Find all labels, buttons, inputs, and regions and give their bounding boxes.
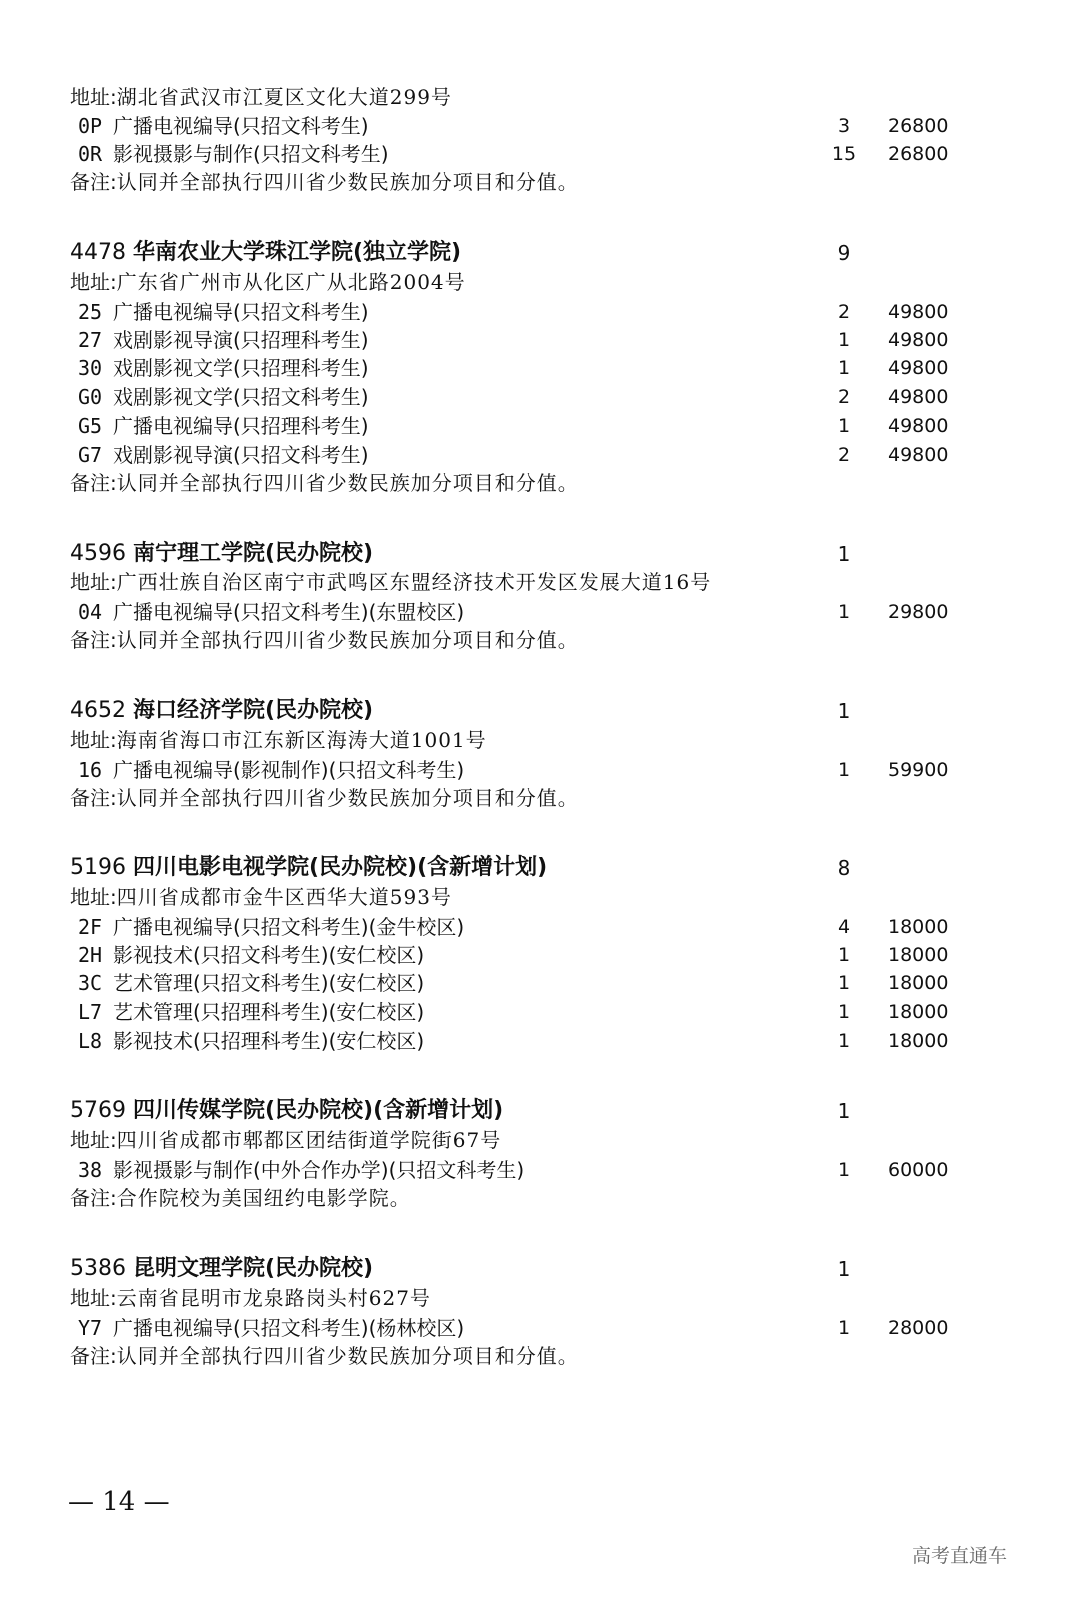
major-fee: 18000 (888, 916, 949, 938)
major-fee: 18000 (888, 972, 949, 994)
school-header (0, 850, 1080, 886)
major-row (0, 440, 1080, 470)
major-row (0, 325, 1080, 355)
note-text (70, 1183, 411, 1213)
major-code: 2F (78, 915, 103, 939)
note-line (0, 783, 1080, 813)
address-line (0, 1125, 1080, 1155)
major-fee: 49800 (888, 415, 949, 437)
major-fee: 26800 (888, 143, 949, 165)
major-name: 影视技术(只招文科考生)(安仁校区) (113, 943, 425, 967)
major-row (0, 353, 1080, 383)
note-line (0, 1183, 1080, 1213)
major-count: 1 (837, 329, 851, 351)
school-header (0, 1251, 1080, 1287)
major-count: 2 (837, 386, 851, 408)
major-code: 16 (78, 758, 103, 782)
major-fee: 49800 (888, 444, 949, 466)
school-total: 8 (837, 856, 851, 880)
address-label: 地址: (70, 270, 117, 294)
major-row (0, 912, 1080, 942)
major-code: 30 (78, 356, 103, 380)
note-label: 备注: (70, 170, 117, 194)
major-count: 4 (837, 916, 851, 938)
note-label: 备注: (70, 471, 117, 495)
major-fee: 59900 (888, 759, 949, 781)
address-text (70, 82, 452, 112)
address-line (0, 725, 1080, 755)
major-fee: 18000 (888, 1001, 949, 1023)
major-code: Y7 (78, 1316, 103, 1340)
school-header (0, 1093, 1080, 1129)
school-code: 5386 (70, 1256, 126, 1281)
school-name: 海口经济学院(民办院校) (133, 698, 374, 723)
address-value: 四川省成都市郫都区团结街道学院街67号 (116, 1128, 502, 1152)
school-code: 5769 (70, 1098, 126, 1123)
major-name: 广播电视编导(只招文科考生) (113, 114, 369, 138)
note-label: 备注: (70, 628, 117, 652)
address-label: 地址: (70, 1128, 117, 1152)
major-code: 38 (78, 1158, 103, 1182)
major-code: G7 (78, 443, 103, 467)
major-row (0, 1155, 1080, 1185)
major-fee: 18000 (888, 944, 949, 966)
note-value: 认同并全部执行四川省少数民族加分项目和分值。 (116, 786, 579, 810)
major-name: 影视摄影与制作(中外合作办学)(只招文科考生) (113, 1158, 525, 1182)
major-count: 2 (837, 444, 851, 466)
address-text (70, 267, 466, 297)
address-label: 地址: (70, 85, 117, 109)
major-code: G5 (78, 414, 103, 438)
major-row (0, 1313, 1080, 1343)
major-fee: 60000 (888, 1159, 949, 1181)
school-code: 4596 (70, 541, 126, 566)
major-code: L7 (78, 1000, 103, 1024)
address-text (70, 567, 711, 597)
school-total: 1 (837, 699, 851, 723)
major-count: 1 (837, 944, 851, 966)
address-value: 四川省成都市金牛区西华大道593号 (116, 885, 452, 909)
school-total: 1 (837, 1257, 851, 1281)
page-number: — 14 — (68, 1487, 170, 1517)
note-value: 认同并全部执行四川省少数民族加分项目和分值。 (116, 628, 579, 652)
major-count: 1 (837, 1317, 851, 1339)
school-code: 4652 (70, 698, 126, 723)
school-name: 四川电影电视学院(民办院校)(含新增计划) (133, 855, 548, 880)
major-fee: 18000 (888, 1030, 949, 1052)
major-row (0, 968, 1080, 998)
major-count: 1 (837, 1159, 851, 1181)
major-name: 广播电视编导(只招理科考生) (113, 414, 369, 438)
major-name: 广播电视编导(只招文科考生) (113, 300, 369, 324)
school-code: 5196 (70, 855, 126, 880)
note-label: 备注: (70, 786, 117, 810)
note-value: 认同并全部执行四川省少数民族加分项目和分值。 (116, 1344, 579, 1368)
address-value: 广西壮族自治区南宁市武鸣区东盟经济技术开发区发展大道16号 (116, 570, 712, 594)
school-total: 1 (837, 1099, 851, 1123)
address-text (70, 725, 487, 755)
major-name: 广播电视编导(只招文科考生)(金牛校区) (113, 915, 465, 939)
address-value: 云南省昆明市龙泉路岗头村627号 (116, 1286, 431, 1310)
major-code: G0 (78, 385, 103, 409)
major-fee: 28000 (888, 1317, 949, 1339)
address-value: 广东省广州市从化区广从北路2004号 (116, 270, 466, 294)
major-count: 1 (837, 972, 851, 994)
major-name: 影视技术(只招理科考生)(安仁校区) (113, 1029, 425, 1053)
note-value: 认同并全部执行四川省少数民族加分项目和分值。 (116, 170, 579, 194)
major-code: 0R (78, 142, 103, 166)
school-code: 4478 (70, 240, 126, 265)
major-row (0, 755, 1080, 785)
major-count: 1 (837, 601, 851, 623)
major-name: 艺术管理(只招文科考生)(安仁校区) (113, 971, 425, 995)
major-count: 1 (837, 415, 851, 437)
address-value: 海南省海口市江东新区海涛大道1001号 (116, 728, 487, 752)
address-label: 地址: (70, 570, 117, 594)
school-name: 四川传媒学院(民办院校)(含新增计划) (133, 1098, 504, 1123)
note-line (0, 1341, 1080, 1371)
major-row (0, 411, 1080, 441)
major-name: 戏剧影视导演(只招理科考生) (113, 328, 369, 352)
major-fee: 49800 (888, 329, 949, 351)
major-count: 2 (837, 301, 851, 323)
address-label: 地址: (70, 728, 117, 752)
address-line (0, 267, 1080, 297)
address-value: 湖北省武汉市江夏区文化大道299号 (116, 85, 452, 109)
note-text (70, 783, 579, 813)
major-count: 3 (837, 115, 851, 137)
major-code: 3C (78, 971, 103, 995)
major-name: 影视摄影与制作(只招文科考生) (113, 142, 389, 166)
address-line (0, 82, 1080, 112)
address-line (0, 1283, 1080, 1313)
major-fee: 49800 (888, 386, 949, 408)
note-text (70, 1341, 579, 1371)
note-text (70, 167, 579, 197)
major-code: 2H (78, 943, 103, 967)
school-header (0, 693, 1080, 729)
note-value: 合作院校为美国纽约电影学院。 (116, 1186, 411, 1210)
address-text (70, 1283, 431, 1313)
major-row (0, 997, 1080, 1027)
major-row (0, 297, 1080, 327)
major-row (0, 111, 1080, 141)
major-code: 0P (78, 114, 103, 138)
major-code: 25 (78, 300, 103, 324)
note-value: 认同并全部执行四川省少数民族加分项目和分值。 (116, 471, 579, 495)
major-count: 1 (837, 1001, 851, 1023)
note-line (0, 625, 1080, 655)
school-name: 华南农业大学珠江学院(独立学院) (133, 240, 462, 265)
school-name: 南宁理工学院(民办院校) (133, 541, 374, 566)
note-line (0, 468, 1080, 498)
major-name: 广播电视编导(只招文科考生)(杨林校区) (113, 1316, 465, 1340)
major-row (0, 382, 1080, 412)
major-count: 1 (837, 357, 851, 379)
major-fee: 49800 (888, 357, 949, 379)
address-text (70, 882, 452, 912)
major-fee: 49800 (888, 301, 949, 323)
address-line (0, 567, 1080, 597)
major-row (0, 940, 1080, 970)
major-row (0, 139, 1080, 169)
major-name: 艺术管理(只招理科考生)(安仁校区) (113, 1000, 425, 1024)
watermark-text: 高考直通车 (912, 1545, 1008, 1567)
note-label: 备注: (70, 1344, 117, 1368)
major-row (0, 597, 1080, 627)
note-line (0, 167, 1080, 197)
major-name: 广播电视编导(只招文科考生)(东盟校区) (113, 600, 465, 624)
major-code: 04 (78, 600, 103, 624)
school-total: 9 (837, 241, 851, 265)
major-name: 戏剧影视文学(只招理科考生) (113, 356, 369, 380)
major-fee: 26800 (888, 115, 949, 137)
school-header (0, 235, 1080, 271)
major-code: L8 (78, 1029, 103, 1053)
school-name: 昆明文理学院(民办院校) (133, 1256, 374, 1281)
note-label: 备注: (70, 1186, 117, 1210)
address-line (0, 882, 1080, 912)
major-code: 27 (78, 328, 103, 352)
major-name: 戏剧影视导演(只招文科考生) (113, 443, 369, 467)
school-total: 1 (837, 542, 851, 566)
address-label: 地址: (70, 1286, 117, 1310)
major-count: 1 (837, 759, 851, 781)
major-fee: 29800 (888, 601, 949, 623)
major-name: 广播电视编导(影视制作)(只招文科考生) (113, 758, 465, 782)
note-text (70, 625, 579, 655)
major-count: 15 (831, 143, 857, 165)
major-row (0, 1026, 1080, 1056)
major-count: 1 (837, 1030, 851, 1052)
address-text (70, 1125, 501, 1155)
note-text (70, 468, 579, 498)
major-name: 戏剧影视文学(只招文科考生) (113, 385, 369, 409)
address-label: 地址: (70, 885, 117, 909)
